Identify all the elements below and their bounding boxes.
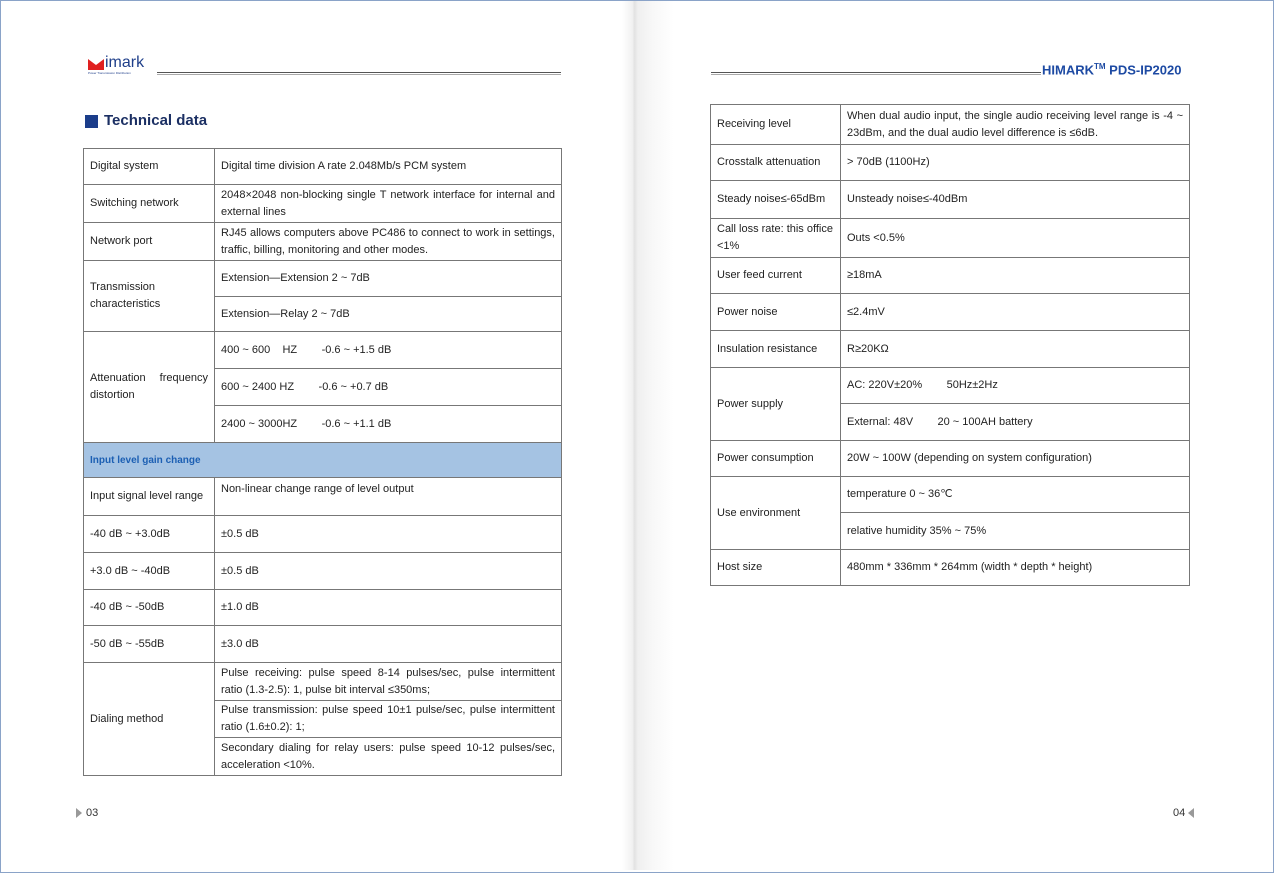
row-label: Network port [84,223,215,261]
table-row [711,550,1190,586]
row-value: Outs <0.5% [841,219,1190,258]
row-value: When dual audio input, the single audio receiving level range is -4 ~ 23dBm, and the dual audio level difference is ≤6dB. [841,105,1190,145]
row-value: ±1.0 dB [215,590,562,626]
row-value: ≤2.4mV [841,294,1190,331]
row-label: Power supply [711,368,841,441]
table-row [84,261,562,297]
row-label: Input signal level range [84,478,215,516]
row-value: ±3.0 dB [215,626,562,663]
page-number-left [76,807,98,819]
row-value: 2400 ~ 3000HZ -0.6 ~ +1.1 dB [215,406,562,443]
row-label: Call loss rate: this office <1% [711,219,841,258]
row-label: +3.0 dB ~ -40dB [84,553,215,590]
header-rule [711,74,1041,75]
row-value: temperature 0 ~ 36℃ [841,477,1190,513]
table-row [84,626,562,663]
brand-name: HIMARK [1042,62,1094,78]
page-number-text: 03 [86,807,99,819]
row-value: 2048×2048 non-blocking single T network interface for internal and external lines [215,185,562,223]
row-label: Power noise [711,294,841,331]
row-value: 20W ~ 100W (depending on system configuration) [841,441,1190,477]
table-row [711,258,1190,294]
row-label: -40 dB ~ +3.0dB [84,516,215,553]
logo-mark-icon [88,58,104,70]
logo-subtitle: Power Transmission Distribution [88,71,131,75]
row-label: Digital system [84,149,215,185]
table-row [84,185,562,223]
row-value: ±0.5 dB [215,553,562,590]
table-row [84,516,562,553]
table-band-row [84,443,562,478]
arrow-left-icon [1188,808,1194,818]
row-value: Secondary dialing for relay users: pulse speed 10-12 pulses/sec, acceleration <10%. [215,738,562,776]
row-value: relative humidity 35% ~ 75% [841,513,1190,550]
row-value: External: 48V 20 ~ 100AH battery [841,404,1190,441]
row-label: Use environment [711,477,841,550]
table-row [84,663,562,701]
arrow-right-icon [76,808,82,818]
row-value: Extension—Relay 2 ~ 7dB [215,297,562,332]
model-name: PDS-IP2020 [1105,62,1182,78]
row-value: R≥20KΩ [841,331,1190,368]
row-label: Transmission characteristics [84,261,215,332]
page-number-right [1173,807,1194,819]
row-value: Pulse transmission: pulse speed 10±1 pulse/sec, pulse intermittent ratio (1.6±0.2): 1; [215,701,562,738]
row-value: 600 ~ 2400 HZ -0.6 ~ +0.7 dB [215,369,562,406]
row-label: Host size [711,550,841,586]
section-title-text: Technical data [104,112,208,129]
row-value: > 70dB (1100Hz) [841,145,1190,181]
table-row [711,331,1190,368]
table-row [84,223,562,261]
table-row [711,181,1190,219]
row-label: -50 dB ~ -55dB [84,626,215,663]
table-row [711,477,1190,513]
header-rule [157,72,561,73]
row-value: Extension—Extension 2 ~ 7dB [215,261,562,297]
row-value: Digital time division A rate 2.048Mb/s PCM system [215,149,562,185]
row-value: ±0.5 dB [215,516,562,553]
row-value: ≥18mA [841,258,1190,294]
himark-logo [88,56,168,76]
header-rule [711,72,1041,73]
logo-text: imark [105,54,145,71]
row-value: Pulse receiving: pulse speed 8-14 pulses/sec, pulse intermittent ratio (1.3-2.5): 1, pulse bit interval ≤350ms; [215,663,562,701]
table-row [84,590,562,626]
header-rule [157,74,561,75]
row-label: Crosstalk attenuation [711,145,841,181]
table-row [711,105,1190,145]
table-row [84,332,562,369]
row-label: Switching network [84,185,215,223]
row-label: Receiving level [711,105,841,145]
row-value: AC: 220V±20% 50Hz±2Hz [841,368,1190,404]
row-label: Insulation resistance [711,331,841,368]
brand-model-title [1042,62,1181,77]
row-value: Non-linear change range of level output [215,478,562,516]
row-value: 480mm * 336mm * 264mm (width * depth * height) [841,550,1190,586]
table-row [711,219,1190,258]
book-spine [622,1,674,870]
row-value: RJ45 allows computers above PC486 to connect to work in settings, traffic, billing, monitoring and other modes. [215,223,562,261]
table-row [711,294,1190,331]
row-value: Unsteady noise≤-40dBm [841,181,1190,219]
table-row [84,149,562,185]
technical-data-table [83,148,562,776]
section-marker-icon [85,115,98,128]
row-label: Power consumption [711,441,841,477]
table-row [711,145,1190,181]
row-label: User feed current [711,258,841,294]
table-row [84,478,562,516]
band-label: Input level gain change [84,443,562,478]
row-label: Attenuation frequency distortion [84,332,215,443]
row-label: Steady noise≤-65dBm [711,181,841,219]
row-value: 400 ~ 600 HZ -0.6 ~ +1.5 dB [215,332,562,369]
table-row [711,441,1190,477]
technical-data-table-continued [710,104,1190,586]
trademark: TM [1094,62,1106,71]
table-row [711,368,1190,404]
table-row [84,553,562,590]
page-number-text: 04 [1173,807,1186,819]
row-label: -40 dB ~ -50dB [84,590,215,626]
row-label: Dialing method [84,663,215,776]
